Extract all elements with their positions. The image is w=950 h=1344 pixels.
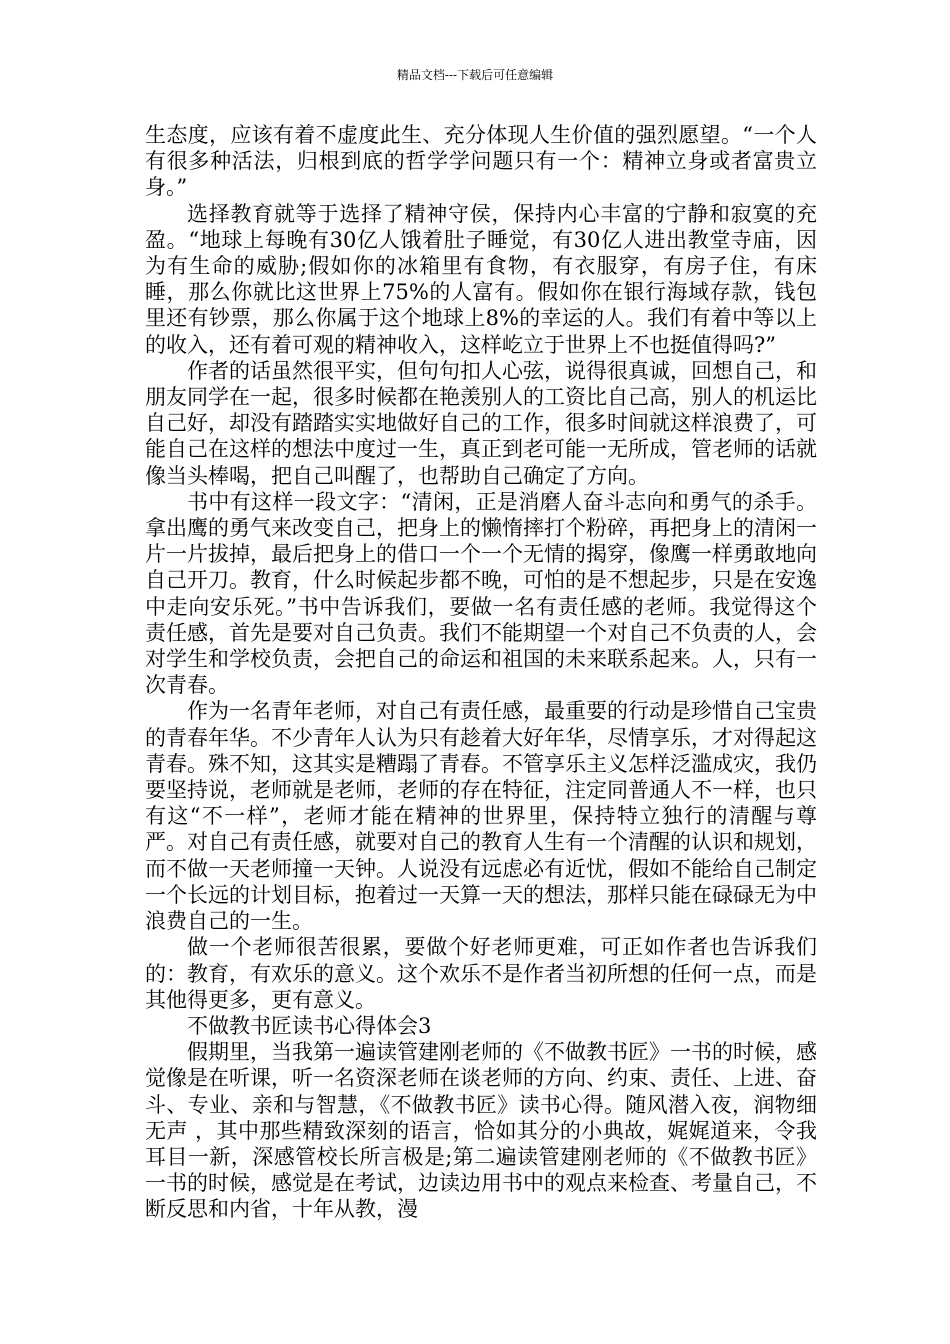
paragraph: 做一个老师很苦很累，要做个好老师更难，可正如作者也告诉我们的：教育，有欢乐的意义。这个欢乐不是作者当初所想的任何一点，而是其他得更多，更有意义。 bbox=[145, 935, 817, 1012]
paragraph: 选择教育就等于选择了精神守侯，保持内心丰富的宁静和寂寞的充盈。“地球上每晚有30亿人饿着肚子睡觉，有30亿人进出教堂寺庙，因为有生命的威胁;假如你的冰箱里有食物，有衣服穿，有房子住，有床睡，那么你就比这世界上75%的人富有。假如你在银行海域存款，钱包里还有钞票，那么你属于这个地球上8%的幸运的人。我们有着中等以上的收入，还有着可观的精神收入，这样屹立于世界上不也挺值得吗?” bbox=[145, 201, 817, 357]
paragraph: 书中有这样一段文字：“清闲，正是消磨人奋斗志向和勇气的杀手。拿出鹰的勇气来改变自己，把身上的懒惰摔打个粉碎，再把身上的清闲一片一片拔掉，最后把身上的借口一个一个无情的揭穿，像鹰一样勇敢地向自己开刀。教育，什么时候起步都不晚，可怕的是不想起步，只是在安逸中走向安乐死。”书中告诉我们，要做一名有责任感的老师。我觉得这个责任感，首先是要对自己负责。我们不能期望一个对自己不负责的人，会对学生和学校负责，会把自己的命运和祖国的未来联系起来。人，只有一次青春。 bbox=[145, 489, 817, 698]
paragraph: 作为一名青年老师，对自己有责任感，最重要的行动是珍惜自己宝贵的青春年华。不少青年人认为只有趁着大好年华，尽情享乐，才对得起这青春。殊不知，这其实是糟蹋了青春。不管享乐主义怎样泛滥成灾，我仍要坚持说，老师就是老师，老师的存在特征，注定同普通人不一样，也只有这“不一样”，老师才能在精神的世界里，保持特立独行的清醒与尊严。对自己有责任感，就要对自己的教育人生有一个清醒的认识和规划，而不做一天老师撞一天钟。人说没有远虑必有近忧，假如不能给自己制定一个长远的计划目标，抱着过一天算一天的想法，那样只能在碌碌无为中浪费自己的一生。 bbox=[145, 699, 817, 934]
paragraph: 作者的话虽然很平实，但句句扣人心弦，说得很真诚，回想自己，和朋友同学在一起，很多时候都在艳羡别人的工资比自己高，别人的机运比自己好，却没有踏踏实实地做好自己的工作，很多时间就这样浪费了，可能自己在这样的想法中度过一生，真正到老可能一无所成，管老师的话就像当头棒喝，把自己叫醒了，也帮助自己确定了方向。 bbox=[145, 358, 817, 488]
section-heading: 不做教书匠读书心得体会3 bbox=[187, 1013, 432, 1038]
page-header: 精品文档---下载后可任意编辑 bbox=[396, 68, 554, 82]
document-body bbox=[145, 122, 817, 1223]
paragraph: 生态度，应该有着不虚度此生、充分体现人生价值的强烈愿望。“一个人有很多种活法，归根到底的哲学学问题只有一个：精神立身或者富贵立身。” bbox=[145, 123, 817, 200]
paragraph: 假期里，当我第一遍读管建刚老师的《不做教书匠》一书的时候，感觉像是在听课，听一名资深老师在谈老师的方向、约束、责任、上进、奋斗、专业、亲和与智慧，《不做教书匠》读书心得。随风潜入夜，润物细无声 ，其中那些精致深刻的语言，恰如其分的小典故，娓娓道来，令我耳目一新，深感管校长所言极是;第二遍读管建刚老师的《不做教书匠》一书的时候，感觉是在考试，边读边用书中的观点来检查、考量自己，不断反思和内省，十年从教，漫 bbox=[145, 1040, 817, 1222]
